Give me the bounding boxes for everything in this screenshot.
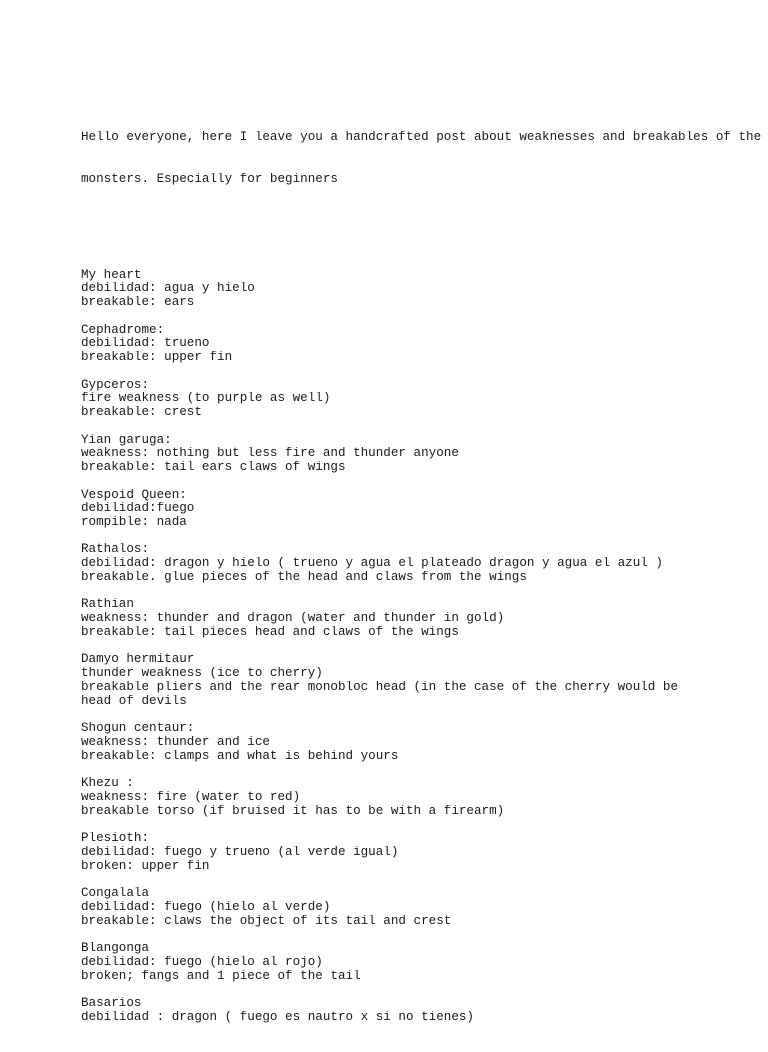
intro-line: monsters. Especially for beginners [81, 172, 338, 186]
monster-detail-line: broken: upper fin [81, 859, 210, 873]
monster-detail-line: broken; fangs and 1 piece of the tail [81, 969, 361, 983]
monster-detail-line: breakable: claws the object of its tail and crest [81, 914, 452, 928]
monster-entry [81, 543, 768, 584]
monster-entry [81, 269, 768, 310]
monster-entry [81, 653, 768, 708]
monster-name: Shogun centaur: [81, 722, 195, 736]
monster-detail-line: breakable. glue pieces of the head and claws from the wings [81, 571, 527, 585]
monster-entry [81, 997, 768, 1025]
monster-detail-line: weakness: thunder and dragon (water and thunder in gold) [81, 612, 505, 626]
monster-entry [81, 777, 768, 818]
monster-name: My heart [81, 268, 142, 282]
monster-detail-line: breakable: upper fin [81, 351, 233, 365]
monster-entry [81, 434, 768, 475]
monster-detail-line: debilidad:fuego [81, 502, 195, 516]
monster-detail-line: breakable: crest [81, 406, 202, 420]
monster-entry [81, 887, 768, 928]
monster-name: Basarios [81, 997, 142, 1011]
monster-name: Yian garuga: [81, 433, 172, 447]
monster-name: Plesioth: [81, 832, 150, 846]
monster-name: Congalala [81, 887, 150, 901]
monster-name: Rathian [81, 598, 134, 612]
monster-detail-line: debilidad: fuego (hielo al rojo) [81, 955, 323, 969]
monster-detail-line: breakable: ears [81, 296, 195, 310]
monster-detail-line: rompible: nada [81, 516, 187, 530]
intro-line: Hello everyone, here I leave you a handcrafted post about weaknesses and breakables of the [81, 131, 762, 145]
monster-name: Gypceros: [81, 378, 150, 392]
monster-detail-line: breakable: clamps and what is behind yours [81, 749, 399, 763]
post-body [81, 76, 768, 1052]
monster-entry [81, 324, 768, 365]
monster-name: Khezu : [81, 777, 134, 791]
monster-name: Rathalos: [81, 543, 150, 557]
monster-detail-line: thunder weakness (ice to cherry) [81, 667, 323, 681]
monster-entries [81, 269, 768, 1025]
monster-detail-line: weakness: fire (water to red) [81, 791, 301, 805]
monster-entry [81, 489, 768, 530]
monster-entry [81, 832, 768, 873]
monster-detail-line: fire weakness (to purple as well) [81, 392, 331, 406]
intro-paragraph [81, 104, 768, 214]
monster-detail-line: debilidad: fuego (hielo al verde) [81, 900, 331, 914]
monster-detail-line: debilidad: agua y hielo [81, 282, 255, 296]
monster-entry [81, 942, 768, 983]
monster-detail-line: debilidad : dragon ( fuego es nautro x si no tienes) [81, 1010, 474, 1024]
monster-entry [81, 598, 768, 639]
monster-entry [81, 379, 768, 420]
monster-name: Damyo hermitaur [81, 653, 195, 667]
monster-detail-line: weakness: thunder and ice [81, 736, 270, 750]
monster-entry [81, 722, 768, 763]
monster-detail-line: debilidad: trueno [81, 337, 210, 351]
monster-name: Cephadrome: [81, 323, 165, 337]
monster-detail-line: breakable: tail ears claws of wings [81, 461, 346, 475]
monster-detail-line: breakable: tail pieces head and claws of the wings [81, 626, 459, 640]
monster-detail-line: head of devils [81, 694, 187, 708]
monster-detail-line: debilidad: fuego y trueno (al verde igual) [81, 846, 399, 859]
monster-detail-line: debilidad: dragon y hielo ( trueno y agua el plateado dragon y agua el azul ) [81, 557, 663, 571]
monster-detail-line: breakable torso (if bruised it has to be with a firearm) [81, 804, 505, 818]
monster-name: Blangonga [81, 942, 150, 956]
monster-detail-line: weakness: nothing but less fire and thunder anyone [81, 447, 459, 461]
monster-detail-line: breakable pliers and the rear monobloc head (in the case of the cherry would be [81, 681, 679, 695]
monster-name: Vespoid Queen: [81, 488, 187, 502]
